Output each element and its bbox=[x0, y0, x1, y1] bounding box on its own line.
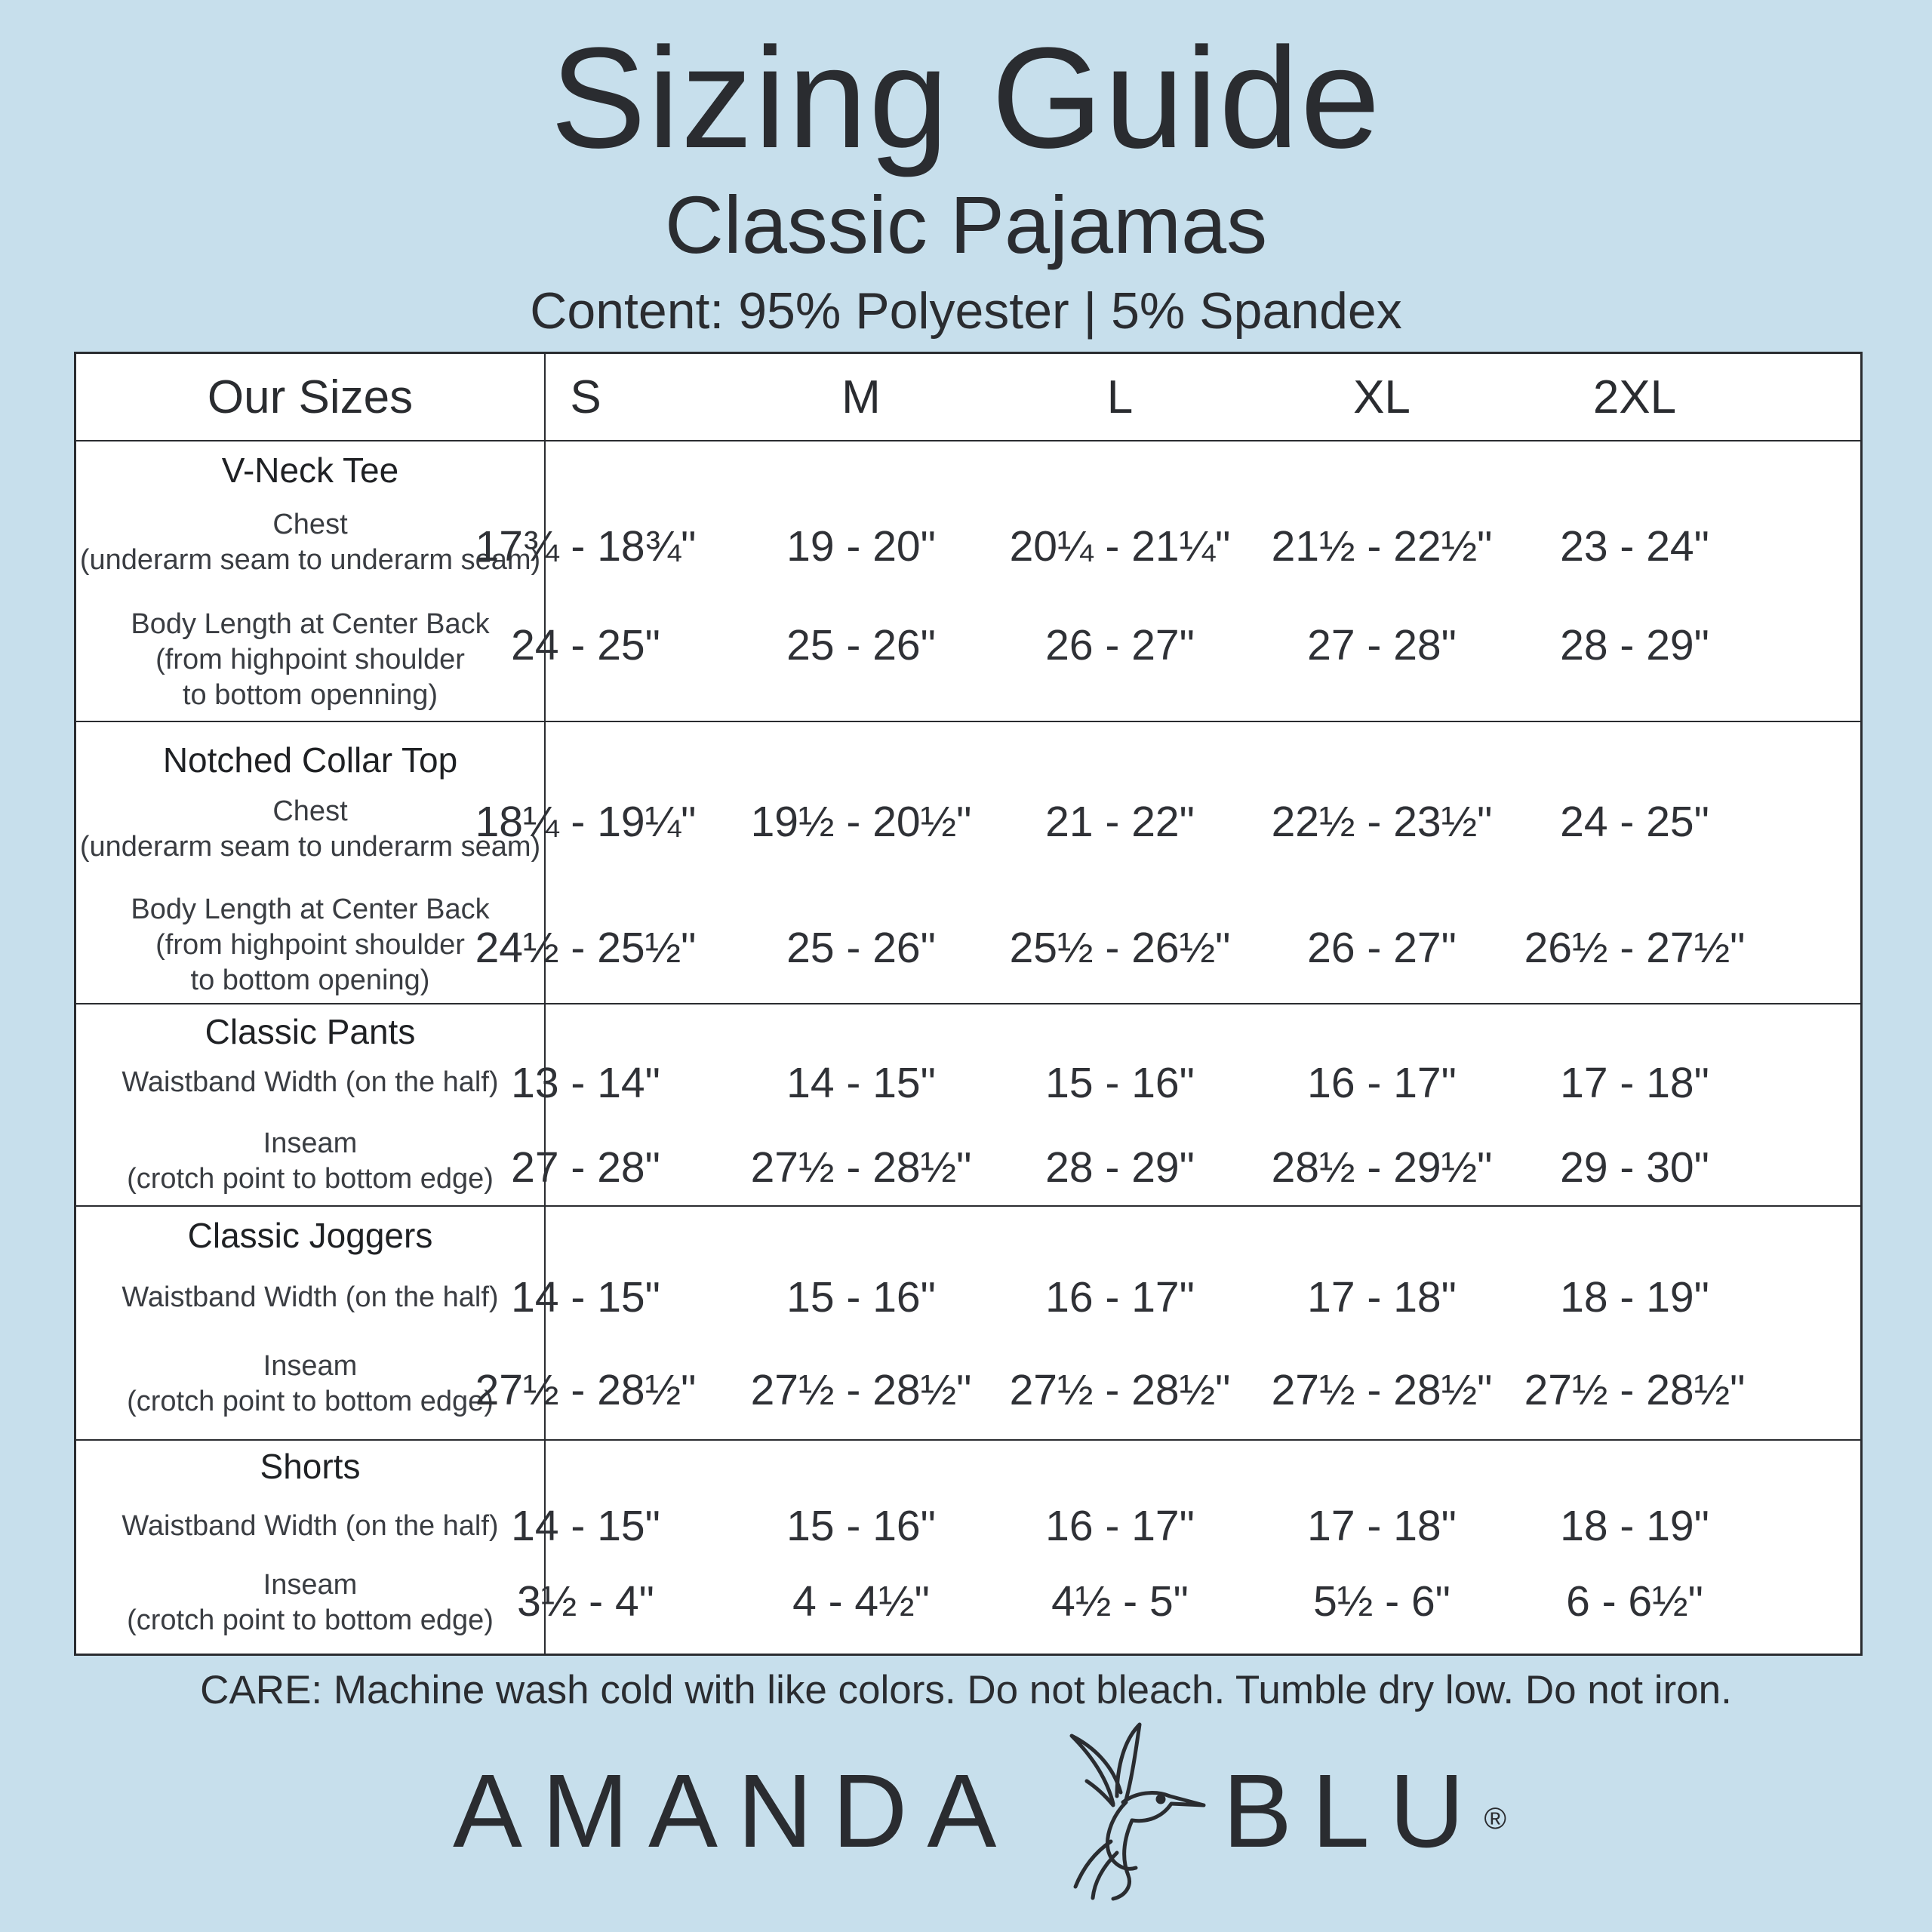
sizing-table bbox=[74, 352, 1863, 1656]
size-value: 27½ - 28½" bbox=[750, 1366, 972, 1414]
measurement-label: Body Length at Center Back (from highpoint shoulder to bottom opening) bbox=[131, 893, 490, 996]
size-value: 19½ - 20½" bbox=[750, 798, 972, 846]
size-value: 18 - 19" bbox=[1560, 1502, 1709, 1550]
size-value: 18 - 19" bbox=[1560, 1273, 1709, 1321]
logo-text-right bbox=[1223, 1751, 1506, 1872]
row-divider bbox=[76, 1003, 1860, 1004]
size-value: 27 - 28" bbox=[511, 1143, 660, 1192]
size-value: 26 - 27" bbox=[1045, 621, 1195, 669]
page-title: Sizing Guide bbox=[550, 18, 1382, 178]
size-value: 6 - 6½" bbox=[1566, 1577, 1703, 1626]
size-value: 15 - 16" bbox=[786, 1273, 936, 1321]
size-value: 21½ - 22½" bbox=[1271, 522, 1493, 571]
size-value: 24½ - 25½" bbox=[475, 924, 697, 972]
size-value: 17 - 18" bbox=[1307, 1502, 1457, 1550]
logo-text-blu: BLU bbox=[1223, 1753, 1484, 1869]
size-value: 4 - 4½" bbox=[792, 1577, 930, 1626]
size-value: 22½ - 23½" bbox=[1271, 798, 1493, 846]
group-title: Classic Joggers bbox=[187, 1216, 433, 1255]
size-value: 28½ - 29½" bbox=[1271, 1143, 1493, 1192]
size-value: 18¼ - 19¼" bbox=[475, 798, 697, 846]
size-value: 21 - 22" bbox=[1045, 798, 1195, 846]
size-value: 14 - 15" bbox=[511, 1502, 660, 1550]
row-divider bbox=[76, 1439, 1860, 1441]
measurement-label: Body Length at Center Back (from highpoint shoulder to bottom openning) bbox=[131, 608, 490, 711]
size-value: 17 - 18" bbox=[1307, 1273, 1457, 1321]
size-value: 20¼ - 21¼" bbox=[1009, 522, 1231, 571]
size-value: 3½ - 4" bbox=[517, 1577, 654, 1626]
size-value: 17 - 18" bbox=[1560, 1059, 1709, 1107]
brand-logo bbox=[0, 1721, 1932, 1909]
measurement-label: Inseam (crotch point to bottom edge) bbox=[127, 1569, 494, 1636]
size-value: 13 - 14" bbox=[511, 1059, 660, 1107]
size-value: 25 - 26" bbox=[786, 924, 936, 972]
measurement-label: Waistband Width (on the half) bbox=[122, 1281, 499, 1313]
size-value: 29 - 30" bbox=[1560, 1143, 1709, 1192]
measurement-label: Inseam (crotch point to bottom edge) bbox=[127, 1128, 494, 1195]
group-title: V-Neck Tee bbox=[221, 451, 399, 490]
fabric-content: Content: 95% Polyester | 5% Spandex bbox=[530, 282, 1402, 340]
measurement-label: Waistband Width (on the half) bbox=[122, 1509, 499, 1542]
size-value: 24 - 25" bbox=[511, 621, 660, 669]
size-value: 24 - 25" bbox=[1560, 798, 1709, 846]
size-value: 19 - 20" bbox=[786, 522, 936, 571]
measurement-label: Chest (underarm seam to underarm seam) bbox=[79, 795, 541, 863]
measurement-label: Waistband Width (on the half) bbox=[122, 1066, 499, 1098]
size-value: 4½ - 5" bbox=[1051, 1577, 1189, 1626]
size-value: 28 - 29" bbox=[1045, 1143, 1195, 1192]
size-value: 15 - 16" bbox=[1045, 1059, 1195, 1107]
header-our-sizes: Our Sizes bbox=[207, 371, 414, 423]
header-size-xl: XL bbox=[1353, 371, 1411, 423]
size-value: 17¾ - 18¾" bbox=[475, 522, 697, 571]
measurement-label: Inseam (crotch point to bottom edge) bbox=[127, 1350, 494, 1417]
size-value: 26½ - 27½" bbox=[1524, 924, 1746, 972]
size-value: 14 - 15" bbox=[786, 1059, 936, 1107]
size-value: 14 - 15" bbox=[511, 1273, 660, 1321]
size-value: 26 - 27" bbox=[1307, 924, 1457, 972]
size-value: 27½ - 28½" bbox=[1524, 1366, 1746, 1414]
row-divider bbox=[76, 1205, 1860, 1207]
size-value: 15 - 16" bbox=[786, 1502, 936, 1550]
size-value: 27½ - 28½" bbox=[1271, 1366, 1493, 1414]
size-value: 25 - 26" bbox=[786, 621, 936, 669]
size-value: 27 - 28" bbox=[1307, 621, 1457, 669]
header-size-m: M bbox=[841, 371, 881, 423]
size-value: 27½ - 28½" bbox=[750, 1143, 972, 1192]
size-value: 23 - 24" bbox=[1560, 522, 1709, 571]
size-value: 16 - 17" bbox=[1045, 1273, 1195, 1321]
logo-text-left: AMANDA bbox=[453, 1753, 1017, 1869]
row-divider bbox=[76, 721, 1860, 722]
page-subtitle: Classic Pajamas bbox=[664, 179, 1268, 270]
registered-mark: ® bbox=[1484, 1802, 1506, 1835]
size-value: 5½ - 6" bbox=[1313, 1577, 1451, 1626]
header-size-l: L bbox=[1106, 371, 1134, 423]
group-title: Notched Collar Top bbox=[162, 740, 458, 780]
header-size-s: S bbox=[570, 371, 601, 423]
size-value: 28 - 29" bbox=[1560, 621, 1709, 669]
measurement-label: Chest (underarm seam to underarm seam) bbox=[79, 509, 541, 576]
size-value: 25½ - 26½" bbox=[1009, 924, 1231, 972]
size-value: 16 - 17" bbox=[1307, 1059, 1457, 1107]
group-title: Shorts bbox=[260, 1447, 361, 1486]
row-divider bbox=[76, 440, 1860, 441]
size-value: 16 - 17" bbox=[1045, 1502, 1195, 1550]
group-title: Classic Pants bbox=[205, 1012, 416, 1051]
care-instructions: CARE: Machine wash cold with like colors. Do not bleach. Tumble dry low. Do not iron. bbox=[200, 1668, 1732, 1712]
hummingbird-icon bbox=[1041, 1721, 1215, 1906]
size-value: 27½ - 28½" bbox=[1009, 1366, 1231, 1414]
size-value: 27½ - 28½" bbox=[475, 1366, 697, 1414]
header-size-2xl: 2XL bbox=[1592, 371, 1677, 423]
